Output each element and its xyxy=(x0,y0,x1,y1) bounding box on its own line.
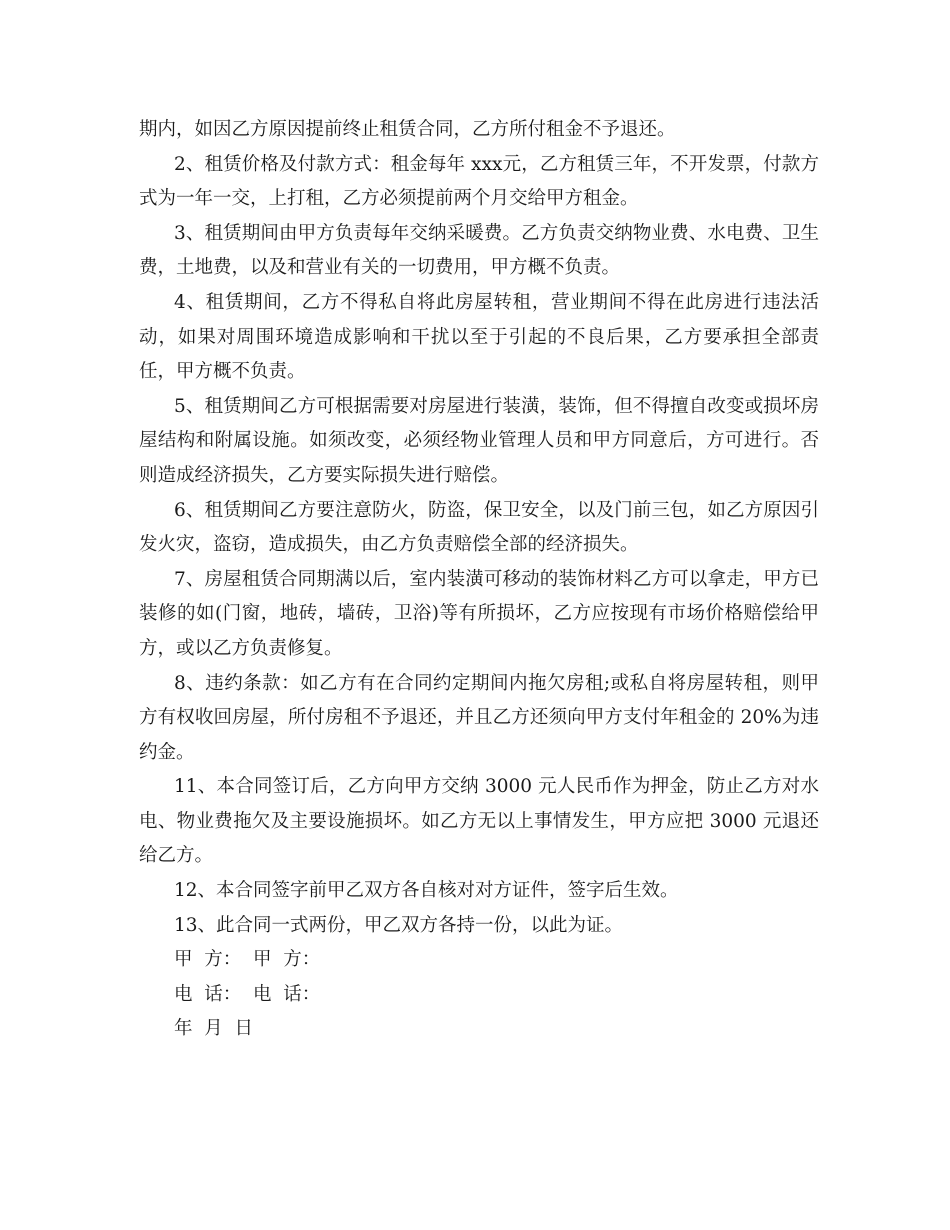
paragraph-clause-8: 8、违约条款：如乙方有在合同约定期间内拖欠房租;或私自将房屋转租，则甲方有权收回房屋，所付房租不予退还，并且乙方还须向甲方支付年租金的 20%为违约金。 xyxy=(139,672,819,763)
paragraph-clause-7: 7、房屋租赁合同期满以后，室内装潢可移动的装饰材料乙方可以拿走，甲方已装修的如(门窗，地砖，墙砖，卫浴)等有所损坏，乙方应按现有市场价格赔偿给甲方，或以乙方负责修复。 xyxy=(139,568,819,659)
paragraph-clause-5: 5、租赁期间乙方可根据需要对房屋进行装潢，装饰，但不得擅自改变或损坏房屋结构和附属设施。如须改变，必须经物业管理人员和甲方同意后，方可进行。否则造成经济损失，乙方要实际损失进行赔偿。 xyxy=(139,395,819,486)
paragraph-clause-12: 12、本合同签字前甲乙双方各自核对对方证件，签字后生效。 xyxy=(174,880,679,902)
signature-block xyxy=(139,943,819,1047)
paragraph-clause-13: 13、此合同一式两份，甲乙双方各持一份，以此为证。 xyxy=(174,914,624,936)
signature-date-line: 年 月 日 xyxy=(174,1018,254,1040)
paragraph-continuation: 期内，如因乙方原因提前终止租赁合同，乙方所付租金不予退还。 xyxy=(139,119,676,140)
signature-party-line: 甲 方： 甲 方： xyxy=(174,949,321,971)
paragraph-clause-2: 2、租赁价格及付款方式：租金每年 xxx元，乙方租赁三年，不开发票，付款方式为一年一交，上打租，乙方必须提前两个月交给甲方租金。 xyxy=(139,153,819,210)
document-body xyxy=(139,113,819,1047)
signature-phone-line: 电 话： 电 话： xyxy=(174,983,321,1005)
paragraph-clause-4: 4、租赁期间，乙方不得私自将此房屋转租，营业期间不得在此房进行违法活动，如果对周围环境造成影响和干扰以至于引起的不良后果，乙方要承担全部责任，甲方概不负责。 xyxy=(139,291,819,383)
paragraph-clause-3: 3、租赁期间由甲方负责每年交纳采暖费。乙方负责交纳物业费、水电费、卫生费，土地费，以及和营业有关的一切费用，甲方概不负责。 xyxy=(139,222,819,279)
paragraph-clause-6: 6、租赁期间乙方要注意防火，防盗，保卫安全，以及门前三包，如乙方原因引发火灾，盗窃，造成损失，由乙方负责赔偿全部的经济损失。 xyxy=(139,499,819,556)
paragraph-clause-11: 11、本合同签订后，乙方向甲方交纳 3000 元人民币作为押金，防止乙方对水电、物业费拖欠及主要设施损坏。如乙方无以上事情发生，甲方应把 3000 元退还给乙方。 xyxy=(139,776,819,867)
